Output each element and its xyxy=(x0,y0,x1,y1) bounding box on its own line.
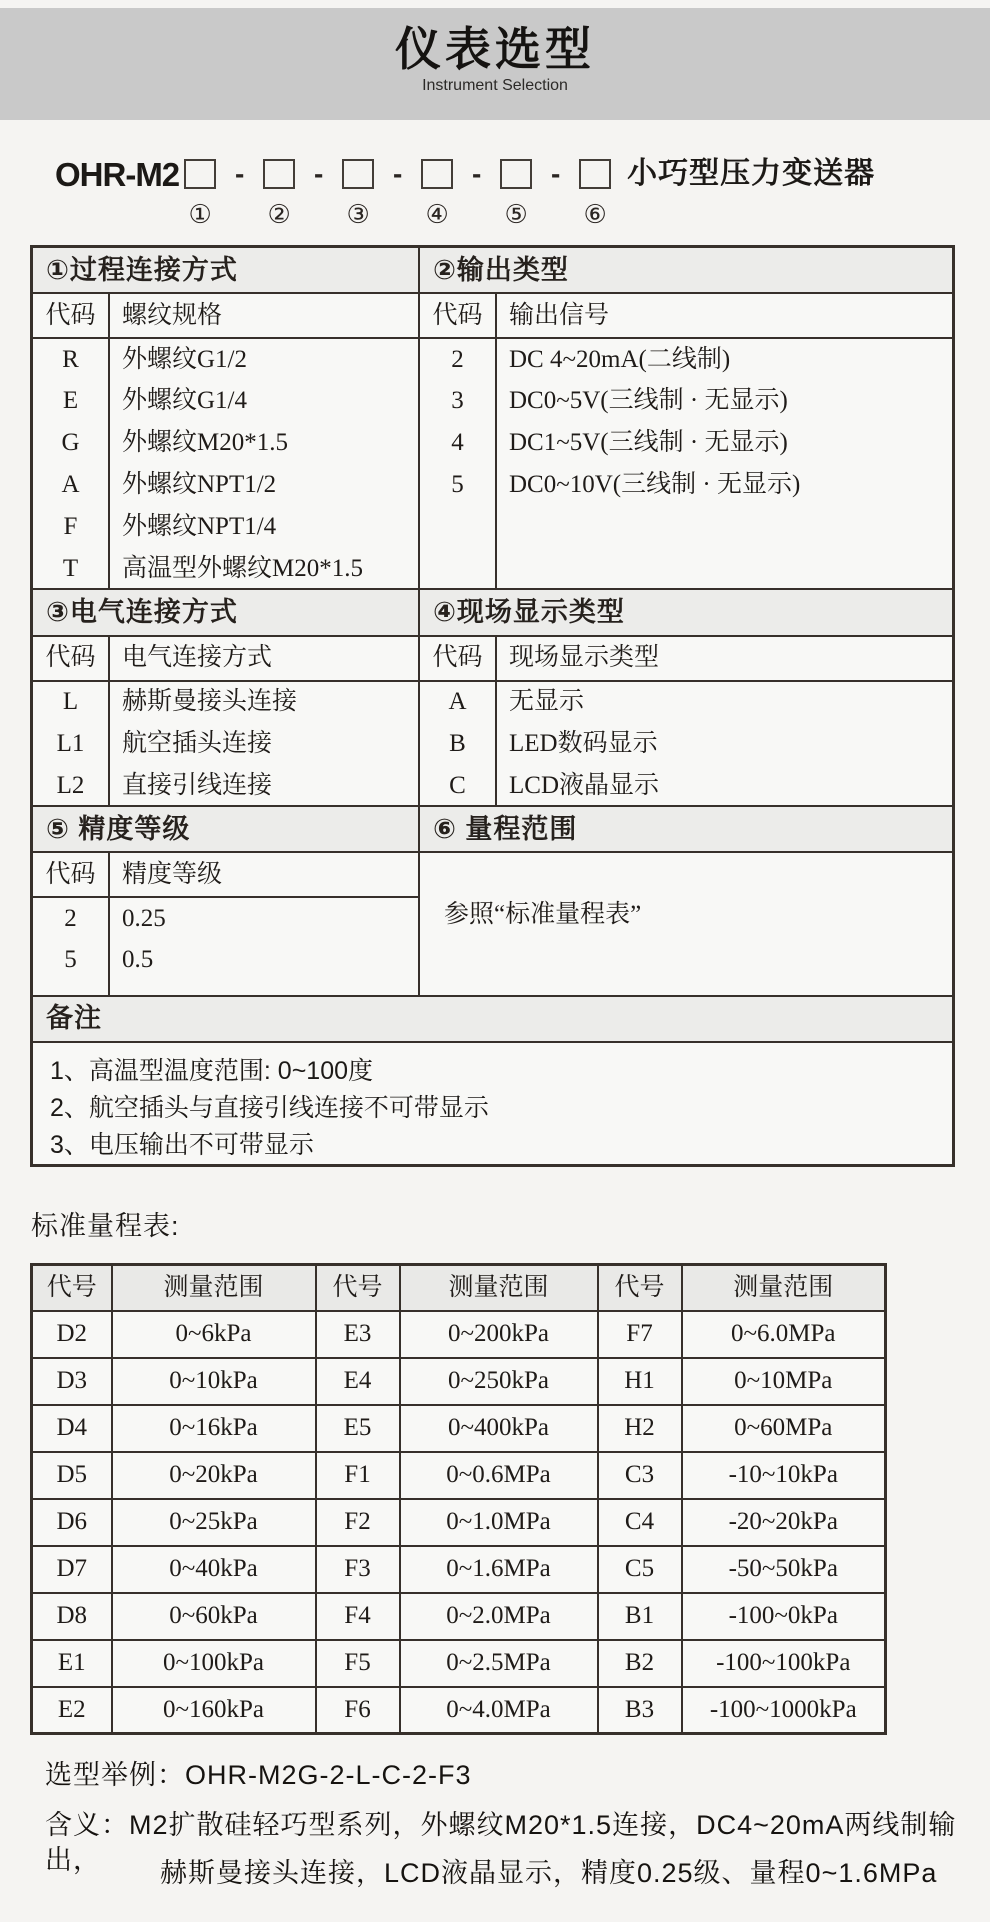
range-code-cell: C4 xyxy=(598,1499,682,1546)
dash-separator: - xyxy=(551,158,561,189)
thread-spec-row xyxy=(33,506,418,548)
range-value-cell: 0~40kPa xyxy=(112,1546,316,1593)
code-cell: 3 xyxy=(451,387,464,415)
output-signal-row xyxy=(420,338,952,380)
dash-separator: - xyxy=(393,158,403,189)
output-signal-row xyxy=(420,380,952,422)
range-value-cell: 0~10kPa xyxy=(112,1358,316,1405)
range-value-cell: 0~100kPa xyxy=(112,1640,316,1687)
range-code-cell: D8 xyxy=(32,1593,112,1640)
measuring-range-section xyxy=(420,853,952,994)
page-title: 仪表选型 xyxy=(395,23,595,75)
column-divider xyxy=(108,853,110,994)
range-value-cell: -20~20kPa xyxy=(682,1499,886,1546)
column-divider xyxy=(495,294,497,588)
thread-spec-row xyxy=(33,548,418,590)
range-value-cell: -100~0kPa xyxy=(682,1593,886,1640)
range-table-title: 标准量程表: xyxy=(31,1211,180,1241)
column-divider xyxy=(495,637,497,805)
code-cell: 5 xyxy=(64,946,77,974)
range-value-cell: 0~200kPa xyxy=(400,1311,598,1358)
code-cell: 2 xyxy=(64,904,77,932)
section4-title: ④现场显示类型 xyxy=(433,597,625,628)
range-code-cell: F5 xyxy=(316,1640,400,1687)
range-code-cell: B3 xyxy=(598,1687,682,1734)
signal-column-header: 输出信号 xyxy=(495,294,952,338)
notes-title: 备注 xyxy=(46,1003,102,1034)
display-cell: LCD液晶显示 xyxy=(509,771,660,799)
range-code-cell: F4 xyxy=(316,1593,400,1640)
range-table-row xyxy=(32,1452,886,1499)
code-column-header: 代码 xyxy=(420,637,495,681)
range-table-row xyxy=(32,1405,886,1452)
range-code-cell: D6 xyxy=(32,1499,112,1546)
range-table-row xyxy=(32,1687,886,1734)
notes-list xyxy=(33,1043,489,1164)
range-value-cell: -100~100kPa xyxy=(682,1640,886,1687)
range-value-cell: 0~160kPa xyxy=(112,1687,316,1734)
signal-cell: DC 4~20mA(二线制) xyxy=(509,345,731,373)
code-cell: 4 xyxy=(451,429,464,457)
range-value-cell: 0~2.5MPa xyxy=(400,1640,598,1687)
electrical-connection-row xyxy=(33,681,418,723)
range-code-cell: E4 xyxy=(316,1358,400,1405)
code-column-header: 代码 xyxy=(33,637,108,681)
range-value-cell: 0~25kPa xyxy=(112,1499,316,1546)
connection-cell: 航空插头连接 xyxy=(122,729,273,757)
code-cell: A xyxy=(61,471,80,499)
selection-table xyxy=(30,245,955,1167)
model-code-box-6 xyxy=(579,159,611,189)
display-type-row xyxy=(420,681,952,723)
spec-cell: 外螺纹G1/2 xyxy=(122,345,248,373)
range-value-cell: 0~250kPa xyxy=(400,1358,598,1405)
range-value-cell: -10~10kPa xyxy=(682,1452,886,1499)
column-header-row xyxy=(33,637,418,681)
range-code-cell: C3 xyxy=(598,1452,682,1499)
range-code-cell: B1 xyxy=(598,1593,682,1640)
range-code-cell: H1 xyxy=(598,1358,682,1405)
range-value-cell: 0~2.0MPa xyxy=(400,1593,598,1640)
code-cell: T xyxy=(62,555,79,583)
digit-marker-6: ⑥ xyxy=(583,200,607,230)
output-type-table xyxy=(420,294,952,506)
section1-title: ①过程连接方式 xyxy=(33,248,420,292)
range-code-cell: E1 xyxy=(32,1640,112,1687)
range-table-row xyxy=(32,1546,886,1593)
range-table-row xyxy=(32,1311,886,1358)
column-header-row xyxy=(33,853,418,897)
section-content-1-2 xyxy=(33,294,952,590)
code-cell: L1 xyxy=(56,729,85,757)
example-meaning-line1: 含义：M2扩散硅轻巧型系列，外螺纹M20*1.5连接，DC4~20mA两线制输出， xyxy=(45,1810,957,1876)
digit-marker-4: ④ xyxy=(425,200,449,230)
range-code-cell: H2 xyxy=(598,1405,682,1452)
page-header xyxy=(0,8,990,120)
range-value-header: 测量范围 xyxy=(682,1265,886,1311)
connection-cell: 赫斯曼接头连接 xyxy=(122,688,298,716)
range-code-cell: E3 xyxy=(316,1311,400,1358)
model-code-box-4 xyxy=(421,159,453,189)
code-cell: 2 xyxy=(451,345,464,373)
dash-separator: - xyxy=(235,158,245,189)
signal-cell: DC0~5V(三线制 · 无显示) xyxy=(509,387,788,415)
electrical-connection-section xyxy=(33,637,420,805)
accuracy-class-table xyxy=(33,853,418,981)
electrical-connection-table xyxy=(33,637,418,807)
dash-separator: - xyxy=(472,158,482,189)
range-value-cell: 0~16kPa xyxy=(112,1405,316,1452)
section-band-1-2 xyxy=(33,248,952,294)
notes-band xyxy=(33,997,952,1043)
accuracy-class-row xyxy=(33,897,418,939)
code-cell: 5 xyxy=(451,471,464,499)
range-code-cell: E2 xyxy=(32,1687,112,1734)
range-value-header: 测量范围 xyxy=(112,1265,316,1311)
range-value-cell: 0~60kPa xyxy=(112,1593,316,1640)
section-band-5-6 xyxy=(33,807,952,853)
model-code-box-1 xyxy=(184,159,216,189)
thread-spec-row xyxy=(33,380,418,422)
display-column-header: 现场显示类型 xyxy=(495,637,952,681)
spec-column-header: 螺纹规格 xyxy=(108,294,418,338)
range-value-cell: 0~1.6MPa xyxy=(400,1546,598,1593)
connection-cell: 直接引线连接 xyxy=(122,771,273,799)
signal-cell: DC0~10V(三线制 · 无显示) xyxy=(509,471,801,499)
range-value-cell: 0~4.0MPa xyxy=(400,1687,598,1734)
range-code-cell: D5 xyxy=(32,1452,112,1499)
range-value-cell: 0~1.0MPa xyxy=(400,1499,598,1546)
range-code-cell: D2 xyxy=(32,1311,112,1358)
range-table-row xyxy=(32,1640,886,1687)
code-cell: B xyxy=(449,729,466,757)
range-code-cell: E5 xyxy=(316,1405,400,1452)
output-signal-row xyxy=(420,422,952,464)
range-code-cell: B2 xyxy=(598,1640,682,1687)
electrical-connection-row xyxy=(33,765,418,807)
code-column-header: 代码 xyxy=(420,294,495,338)
range-code-cell: F6 xyxy=(316,1687,400,1734)
code-column-header: 代码 xyxy=(33,294,108,338)
signal-cell: DC1~5V(三线制 · 无显示) xyxy=(509,429,788,457)
column-header-row xyxy=(420,294,952,338)
range-code-cell: F3 xyxy=(316,1546,400,1593)
dash-separator: - xyxy=(314,158,324,189)
range-table-row xyxy=(32,1358,886,1405)
accuracy-column-header: 精度等级 xyxy=(108,853,418,897)
section5-title: ⑤ 精度等级 xyxy=(33,807,420,851)
range-value-cell: 0~60MPa xyxy=(682,1405,886,1452)
note-item: 3、电压输出不可带显示 xyxy=(50,1131,314,1160)
spec-cell: 外螺纹M20*1.5 xyxy=(122,429,288,457)
accuracy-cell: 0.25 xyxy=(122,904,166,932)
section6-title: ⑥ 量程范围 xyxy=(433,813,578,844)
range-value-cell: 0~10MPa xyxy=(682,1358,886,1405)
section2-title: ②输出类型 xyxy=(433,254,569,285)
range-value-cell: -100~1000kPa xyxy=(682,1687,886,1734)
display-type-row xyxy=(420,723,952,765)
range-value-header: 测量范围 xyxy=(400,1265,598,1311)
section3-title: ③电气连接方式 xyxy=(33,590,420,634)
range-value-cell: 0~20kPa xyxy=(112,1452,316,1499)
model-code-box-3 xyxy=(342,159,374,189)
section-band-3-4 xyxy=(33,590,952,636)
column-divider xyxy=(108,637,110,805)
range-code-cell: F7 xyxy=(598,1311,682,1358)
range-reference-note: 参照“标准量程表” xyxy=(444,901,642,929)
range-value-cell: 0~6.0MPa xyxy=(682,1311,886,1358)
note-item: 1、高温型温度范围: 0~100度 xyxy=(50,1057,374,1086)
display-type-section xyxy=(420,637,952,805)
spec-cell: 外螺纹G1/4 xyxy=(122,387,248,415)
code-cell: L2 xyxy=(56,771,85,799)
range-header-row xyxy=(32,1265,886,1311)
spec-cell: 外螺纹NPT1/2 xyxy=(122,471,277,499)
standard-range-table xyxy=(30,1263,887,1735)
thread-spec-row xyxy=(33,422,418,464)
accuracy-class-row xyxy=(33,939,418,981)
range-code-cell: D4 xyxy=(32,1405,112,1452)
code-cell: R xyxy=(62,345,79,373)
section-content-3-4 xyxy=(33,637,952,807)
range-code-cell: F2 xyxy=(316,1499,400,1546)
digit-marker-1: ① xyxy=(188,200,212,230)
model-suffix: 小巧型压力变送器 xyxy=(627,157,876,190)
display-type-table xyxy=(420,637,952,807)
spec-cell: 外螺纹NPT1/4 xyxy=(122,513,277,541)
electrical-connection-row xyxy=(33,723,418,765)
range-value-cell: 0~6kPa xyxy=(112,1311,316,1358)
column-divider xyxy=(108,294,110,588)
display-cell: LED数码显示 xyxy=(509,729,658,757)
page-subtitle: Instrument Selection xyxy=(422,76,568,94)
output-signal-row xyxy=(420,464,952,506)
digit-marker-2: ② xyxy=(267,200,291,230)
model-code-box-5 xyxy=(500,159,532,189)
section-content-5-6 xyxy=(33,853,952,996)
output-type-section xyxy=(420,294,952,588)
example-meaning-line2: 赫斯曼接头连接，LCD液晶显示，精度0.25级、量程0~1.6MPa xyxy=(160,1858,938,1888)
code-cell: L xyxy=(62,688,79,716)
note-item: 2、航空插头与直接引线连接不可带显示 xyxy=(50,1094,489,1123)
connection-column-header: 电气连接方式 xyxy=(108,637,418,681)
range-value-cell: 0~0.6MPa xyxy=(400,1452,598,1499)
range-code-header: 代号 xyxy=(598,1265,682,1311)
accuracy-cell: 0.5 xyxy=(122,946,154,974)
model-prefix: OHR-M2 xyxy=(55,155,180,193)
range-code-cell: F1 xyxy=(316,1452,400,1499)
range-code-cell: C5 xyxy=(598,1546,682,1593)
process-connection-section xyxy=(33,294,420,588)
display-type-row xyxy=(420,765,952,807)
thread-spec-row xyxy=(33,338,418,380)
range-table-row xyxy=(32,1593,886,1640)
notes-section xyxy=(33,1043,952,1164)
digit-marker-5: ⑤ xyxy=(504,200,528,230)
code-cell: F xyxy=(63,513,78,541)
spec-cell: 高温型外螺纹M20*1.5 xyxy=(122,555,363,583)
range-table-row xyxy=(32,1499,886,1546)
range-code-cell: D3 xyxy=(32,1358,112,1405)
accuracy-class-section xyxy=(33,853,420,994)
code-cell: E xyxy=(62,387,79,415)
range-value-cell: 0~400kPa xyxy=(400,1405,598,1452)
range-code-header: 代号 xyxy=(32,1265,112,1311)
process-connection-table xyxy=(33,294,418,590)
column-header-row xyxy=(420,637,952,681)
code-cell: G xyxy=(61,429,80,457)
column-header-row xyxy=(33,294,418,338)
code-column-header: 代码 xyxy=(33,853,108,897)
range-value-cell: -50~50kPa xyxy=(682,1546,886,1593)
thread-spec-row xyxy=(33,464,418,506)
range-code-header: 代号 xyxy=(316,1265,400,1311)
selection-example: 选型举例：OHR-M2G-2-L-C-2-F3 xyxy=(45,1760,472,1790)
model-code-box-2 xyxy=(263,159,295,189)
code-cell: A xyxy=(448,688,467,716)
model-digit-markers xyxy=(55,200,611,230)
display-cell: 无显示 xyxy=(509,688,585,716)
range-code-cell: D7 xyxy=(32,1546,112,1593)
code-cell: C xyxy=(449,771,466,799)
model-code-line xyxy=(55,152,875,196)
digit-marker-3: ③ xyxy=(346,200,370,230)
